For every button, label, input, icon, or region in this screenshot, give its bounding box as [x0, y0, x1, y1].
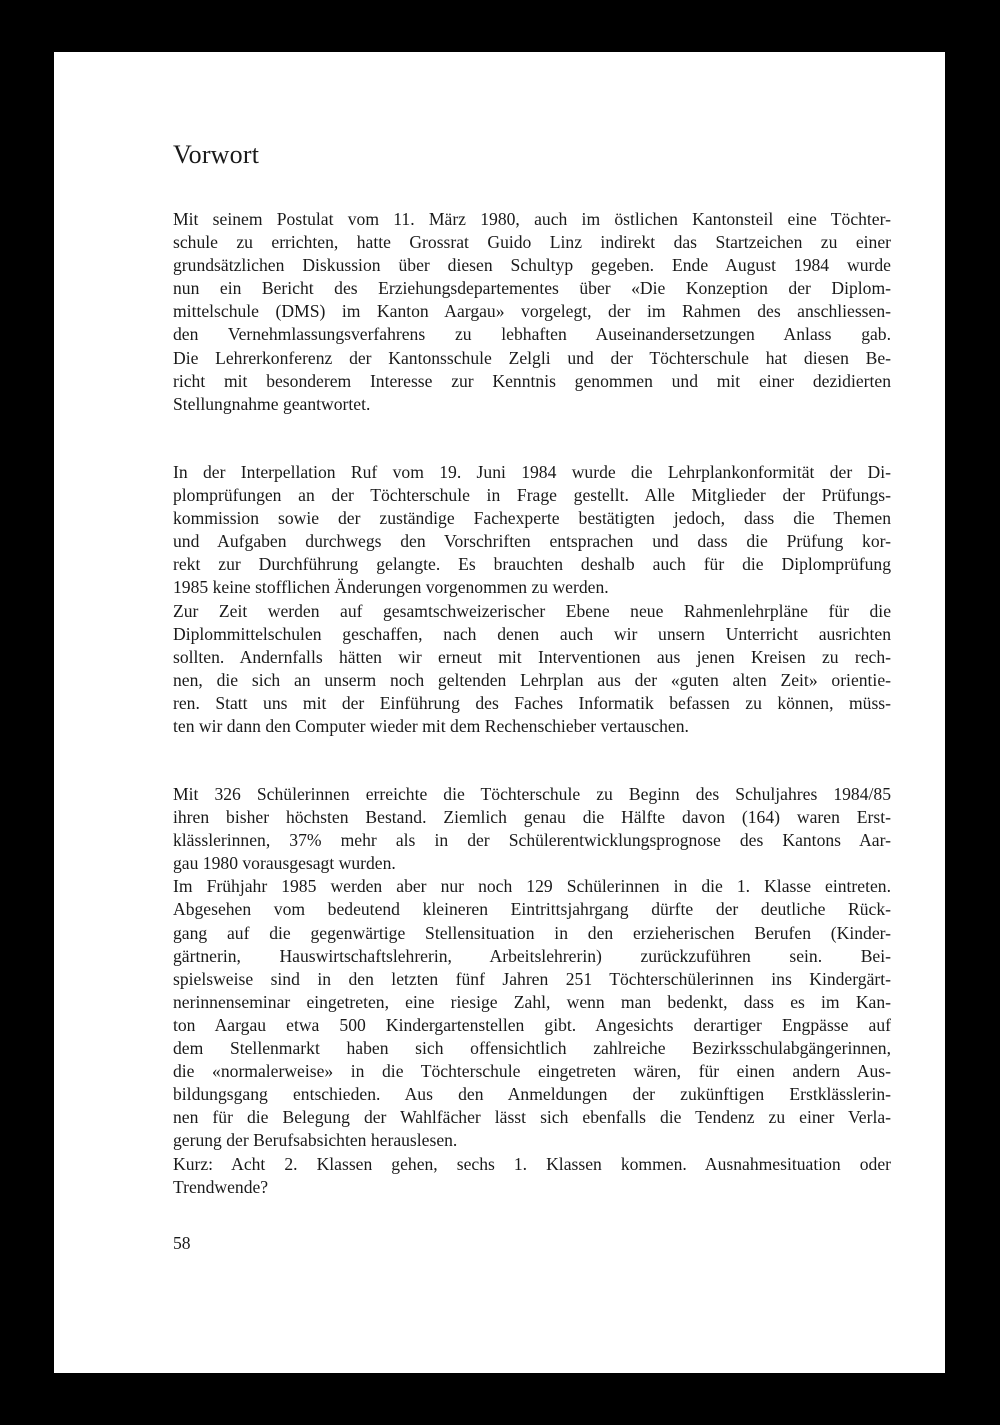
text-line: Mit seinem Postulat vom 11. März 1980, auch im östlichen Kantonsteil eine Töchter-	[173, 209, 891, 229]
text-line: Abgesehen vom bedeutend kleineren Eintrittsjahrgang dürfte der deutliche Rück-	[173, 899, 891, 920]
text-line: ton Aargau etwa 500 Kindergartenstellen gibt. Angesichts derartiger Engpässe auf	[173, 1014, 891, 1035]
text-line: Trendwende?	[173, 1176, 269, 1197]
text-line: Kurz: Acht 2. Klassen gehen, sechs 1. Klassen kommen. Ausnahmesituation oder	[173, 1153, 891, 1174]
text-line: sollten. Andernfalls hätten wir erneut mit Interventionen aus jenen Kreisen zu rech-	[173, 646, 891, 667]
text-line: ren. Statt uns mit der Einführung des Faches Informatik befassen zu können, müss-	[173, 692, 891, 713]
text-line: schule zu errichten, hatte Grossrat Guido Linz indirekt das Startzeichen zu einer	[173, 232, 891, 253]
text-line: Zur Zeit werden auf gesamtschweizerischer Ebene neue Rahmenlehrpläne für die	[173, 600, 891, 621]
page-number: 58	[173, 1233, 191, 1253]
text-line: gau 1980 vorausgesagt wurden.	[173, 853, 396, 874]
text-line: Diplommittelschulen geschaffen, nach denen auch wir unsern Unterricht ausrichten	[173, 623, 891, 644]
text-line: Mit 326 Schülerinnen erreichte die Töchterschule zu Beginn des Schuljahres 1984/85	[173, 784, 891, 804]
text-line: nen, die sich an unserm noch geltenden Lehrplan aus der «guten alten Zeit» orientie-	[173, 669, 891, 690]
text-line: grundsätzlichen Diskussion über diesen Schultyp gegeben. Ende August 1984 wurde	[173, 255, 891, 276]
text-line: richt mit besonderem Interesse zur Kenntnis genommen und mit einer dezidierten	[173, 370, 891, 391]
text-line: den Vernehmlassungsverfahrens zu lebhaften Auseinandersetzungen Anlass gab.	[173, 324, 891, 345]
text-line: bildungsgang entschieden. Aus den Anmeldungen der zukünftigen Erstklässlerin-	[173, 1084, 891, 1105]
text-line: dem Stellenmarkt haben sich offensichtlich zahlreiche Bezirksschulabgängerinnen,	[173, 1038, 891, 1059]
text-line: mittelschule (DMS) im Kanton Aargau» vorgelegt, der im Rahmen des anschliessen-	[173, 301, 891, 322]
paragraph-interpellation	[173, 461, 891, 738]
text-line: Die Lehrerkonferenz der Kantonsschule Zelgli und der Töchterschule hat diesen Be-	[173, 347, 891, 368]
text-line: plomprüfungen an der Töchterschule in Frage gestellt. Alle Mitglieder der Prüfungs-	[173, 485, 891, 506]
text-line: ihren bisher höchsten Bestand. Ziemlich genau die Hälfte davon (164) waren Erst-	[173, 807, 891, 828]
text-line: Stellungnahme geantwortet.	[173, 393, 371, 414]
text-line: In der Interpellation Ruf vom 19. Juni 1984 wurde die Lehrplankonformität der Di-	[173, 462, 891, 482]
document-page	[54, 52, 945, 1373]
text-line: nen für die Belegung der Wahlfächer lässt sich ebenfalls die Tendenz zu einer Verla-	[173, 1107, 891, 1128]
page-title: Vorwort	[173, 140, 260, 169]
text-line: nun ein Bericht des Erziehungsdepartementes über «Die Konzeption der Diplom-	[173, 278, 891, 299]
text-line: und Aufgaben durchwegs den Vorschriften entsprachen und dass die Prüfung kor-	[173, 531, 891, 552]
text-line: klässlerinnen, 37% mehr als in der Schülerentwicklungsprognose des Kantons Aar-	[173, 830, 891, 851]
text-line: die «normalerweise» in die Töchterschule eingetreten wären, für einen andern Aus-	[173, 1061, 891, 1082]
text-line: kommission sowie der zuständige Fachexperte bestätigten jedoch, dass die Themen	[173, 508, 891, 529]
text-line: gang auf die gegenwärtige Stellensituation in den erzieherischen Berufen (Kinder-	[173, 922, 891, 943]
paragraph-schuelerbestand	[173, 783, 891, 1199]
text-line: ten wir dann den Computer wieder mit dem Rechenschieber vertauschen.	[173, 716, 689, 737]
text-line: 1985 keine stofflichen Änderungen vorgenommen zu werden.	[173, 577, 609, 598]
text-line: spielsweise sind in den letzten fünf Jahren 251 Töchterschülerinnen ins Kindergärt-	[173, 968, 891, 989]
paragraph-postulat	[173, 208, 891, 416]
text-line: nerinnenseminar eingetreten, eine riesige Zahl, wenn man bedenkt, dass es im Kan-	[173, 991, 891, 1012]
text-line: gärtnerin, Hauswirtschaftslehrerin, Arbeitslehrerin) zurückzuführen sein. Bei-	[173, 945, 891, 966]
text-line: Im Frühjahr 1985 werden aber nur noch 129 Schülerinnen in die 1. Klasse eintreten.	[173, 876, 891, 897]
text-line: rekt zur Durchführung gelangte. Es brauchten deshalb auch für die Diplomprüfung	[173, 554, 891, 575]
text-line: gerung der Berufsabsichten herauslesen.	[173, 1130, 458, 1151]
